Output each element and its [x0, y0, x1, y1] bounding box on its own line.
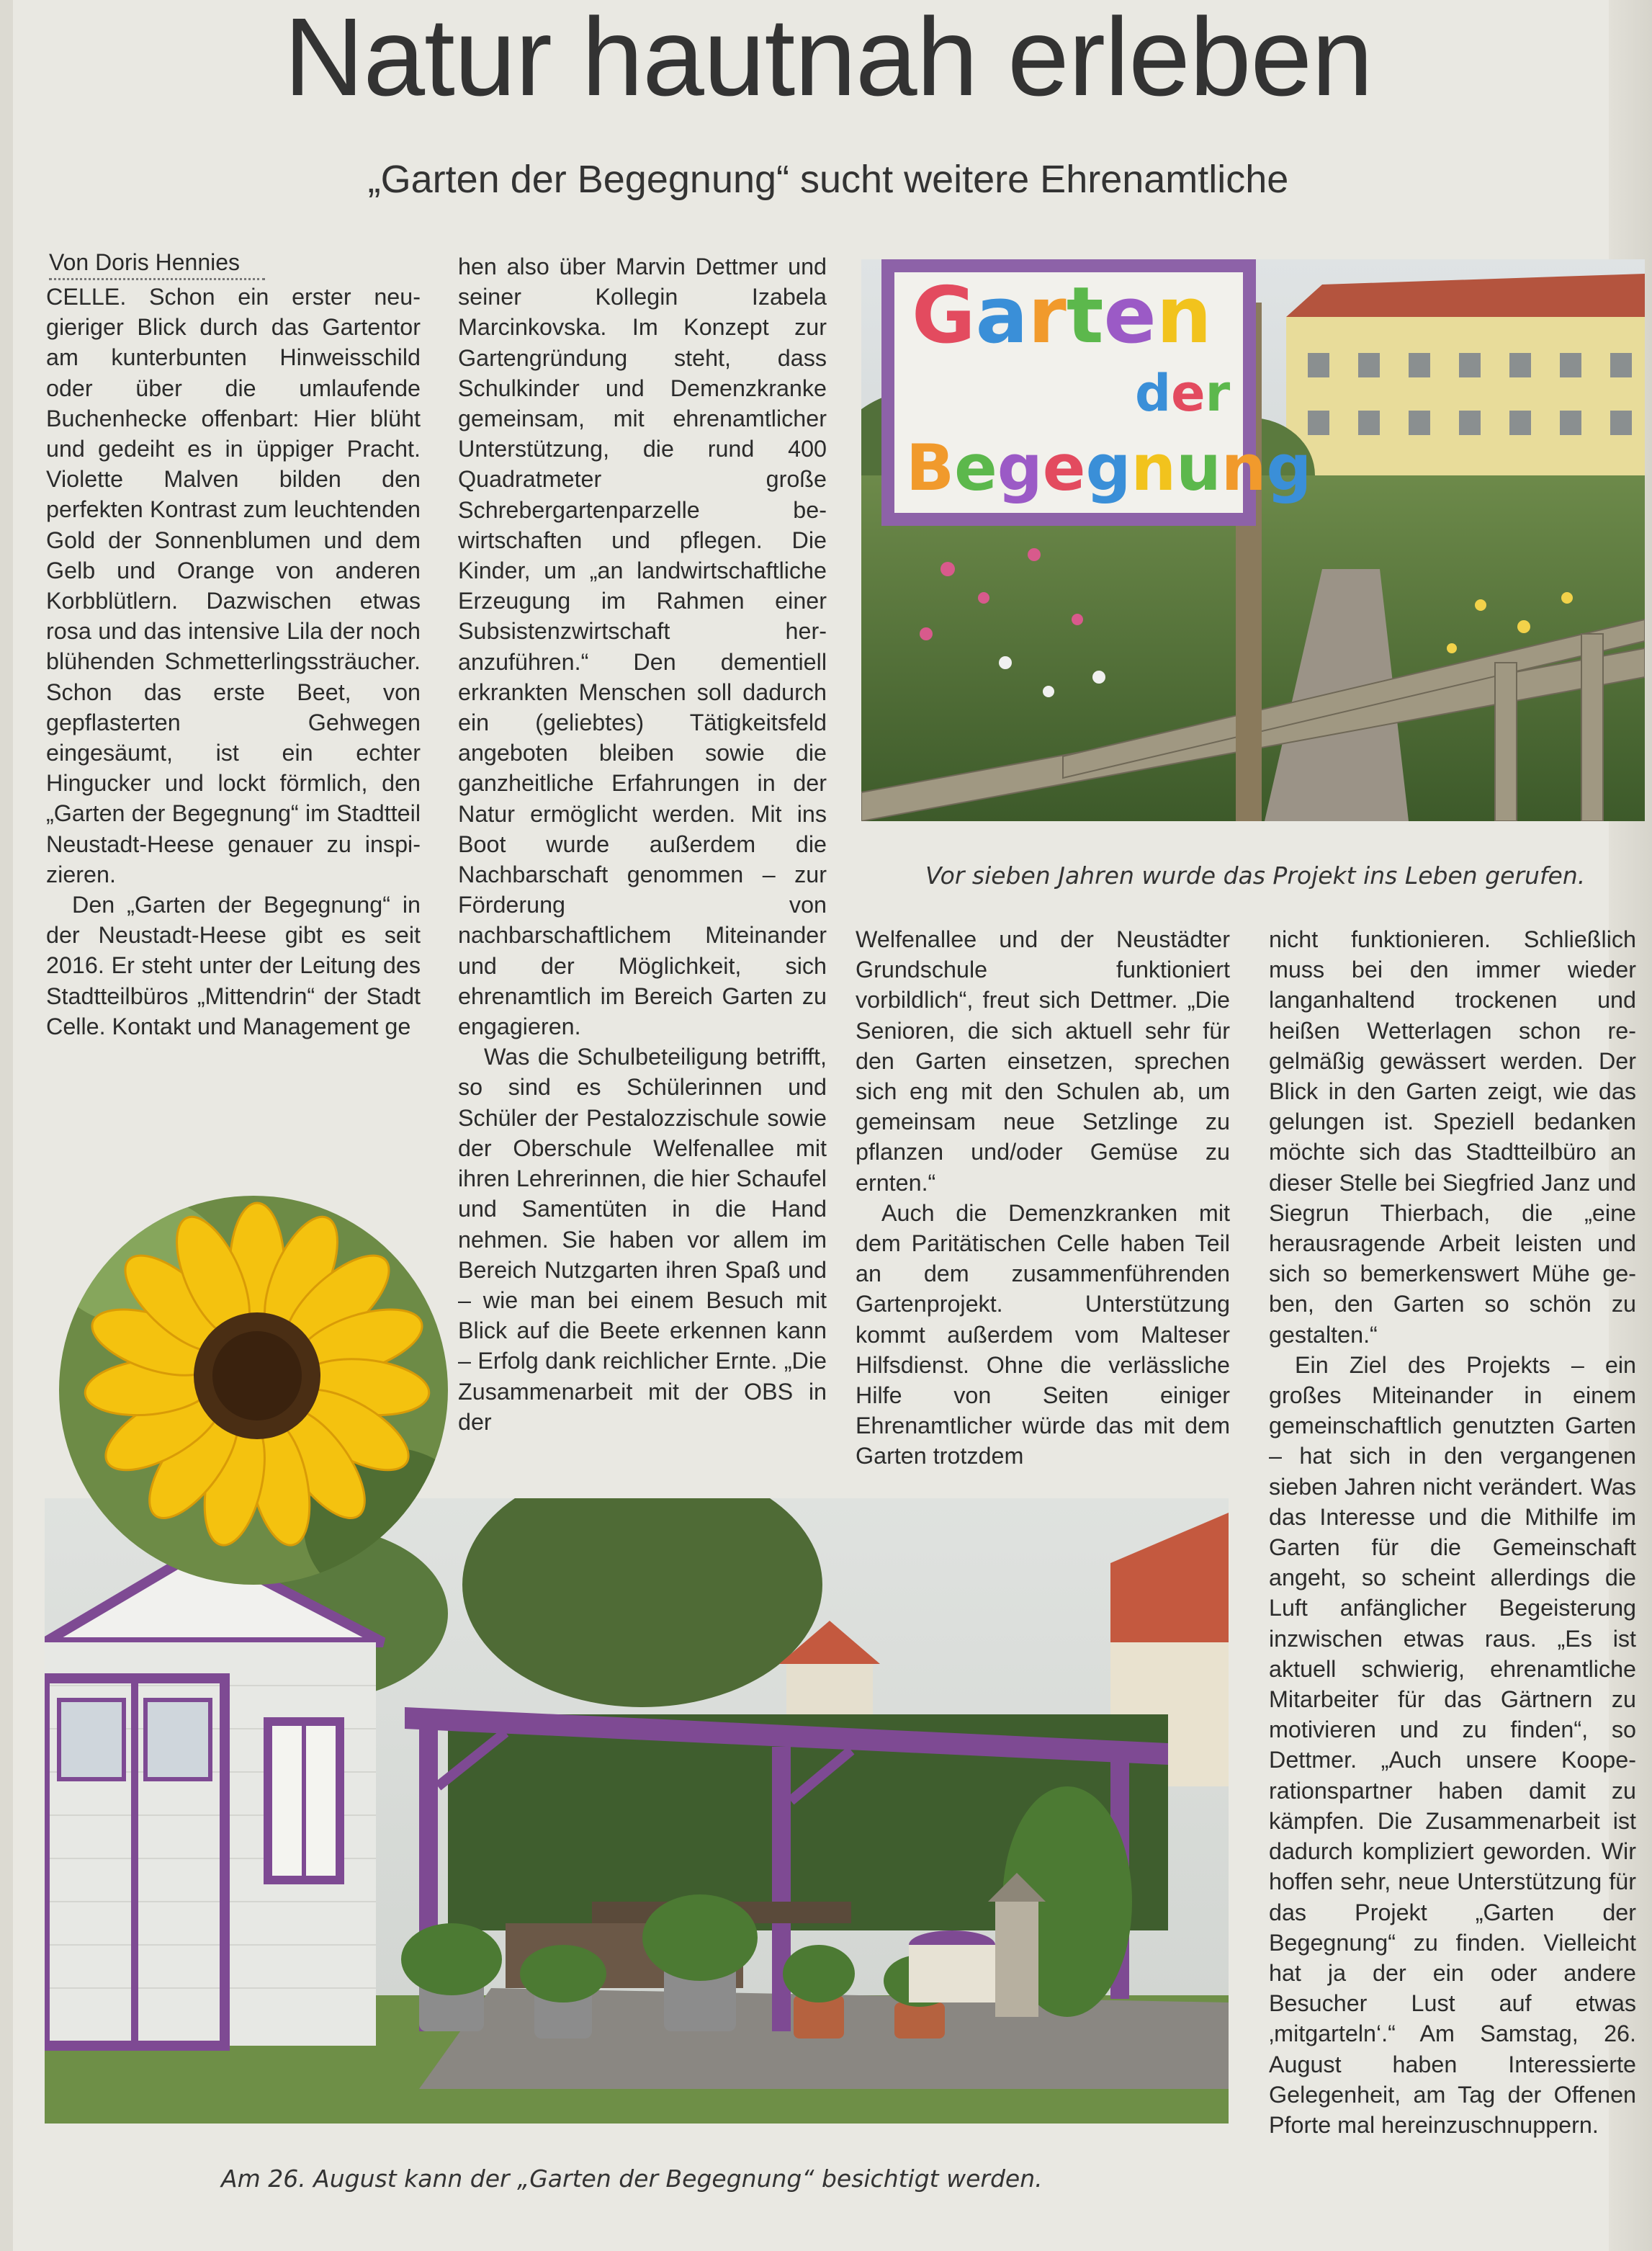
sunflower-illustration [59, 1196, 448, 1585]
article-column-3 [856, 924, 1230, 1472]
article-column-1 [46, 282, 421, 1042]
sign-letter: g [997, 431, 1043, 505]
paragraph: Auch die Demenzkranken mit dem Paritätischen Celle haben Teil an dem zusammenführenden Gartenprojekt. Unterstützung kommt außerdem vom Malteser Hilfsdienst. Ohne die verlässliche Hilfe von Seiten einiger Ehrenamtlicher würde das mit dem Garten trotzdem [856, 1199, 1230, 1469]
sign-letter: t [1066, 271, 1104, 361]
sign-word-garten [912, 271, 1212, 361]
sign-letter: n [1156, 271, 1212, 361]
paragraph: Was die Schulbeteiligung betrifft, so sind es Schülerinnen und Schüler der Pestalozzischule sowie der Oberschule Welfenallee mit ihren Lehrerinnen, die hier Schaufel und Samentüten in die Hand nehmen. Sie haben vor allem im Bereich Nutzgarten ihren Spaß und – wie man bei einem Besuch mit Blick auf die Beete erkennen kann – Erfolg dank reichlicher Ernte. „Die Zusammenarbeit mit der OBS in der [458, 1044, 827, 1435]
sign-letter: e [954, 431, 997, 505]
garden-sign-illustration [861, 259, 1645, 821]
page-edge-left [0, 0, 13, 2251]
sign-letter: g [1266, 431, 1312, 505]
sign-letter: n [1131, 431, 1177, 505]
paragraph: Ein Ziel des Projekts – ein großes Miteinander in einem gemeinschaftlich genutzten Garten – hat sich in den vergangenen sieben Jahren nicht verändert. Was das Interesse und die Mithilfe im Garten für die Gemeinschaft angeht, so scheint allerdings die Luft anfänglicher Begeisterung inzwischen etwas raus. „Es ist aktuell schwierig, ehrenamtliche Mitarbeiter für das Gärtnern zu motivieren und zu finden“, so Dettmer. „Auch unsere Kooperationspartner haben damit zu kämpfen. Die Zusammenarbeit ist dadurch kompliziert geworden. Wir hoffen sehr, neue Unterstützung für das Projekt „Garten der Begegnung“ zu finden. Vielleicht hat ja der ein oder andere Besucher Lust auf etwas ‚mitgarteln‘.“ Am Samstag, 26. August haben Interessierte Gelegenheit, am Tag der Offenen Pforte mal hereinzuschnuppern. [1269, 1351, 1636, 2138]
paragraph: Welfenallee und der Neustädter Grundschule funktioniert vorbildlich“, freut sich Dettmer. „Die Senioren, die sich aktuell sehr für den Garten einsetzen, sprechen sich eng mit den Schulen ab, um gemeinsam neue Setzlinge zu pflanzen und/oder Gemüse zu ernten.“ [856, 926, 1230, 1196]
byline: Von Doris Hennies [49, 248, 265, 280]
paragraph: Den „Garten der Begegnung“ in der Neustadt-Heese gibt es seit 2016. Er steht unter der Leitung des Stadtteilbüros „Mittendrin“ der Stadt Celle. Kontakt und Management ge [46, 892, 421, 1039]
sign-letter: d [1135, 364, 1172, 423]
headline: Natur hautnah erleben [284, 0, 1373, 119]
article-column-2 [458, 251, 827, 1437]
paragraph: CELLE. Schon ein erster neugieriger Blick durch das Gartentor am kunterbunten Hinweisschild oder über die umlaufende Buchenhecke offenbart: Hier blüht und gedeiht es in üppiger Pracht. Violette Malven bilden den perfekten Kontrast zum leuchtenden Gold der Sonnenblumen und dem Gelb und Orange von anderen Korbblütlern. Dazwischen etwas rosa und das intensive Lila der noch blühenden Schmetterlingssträucher. Schon das erste Beet, von gepflasterten Gehwegen eingesäumt, ist ein echter Hingucker und lockt förmlich, den „Garten der Begegnung“ im Stadtteil Neustadt-Heese genauer zu inspizieren. [46, 284, 421, 887]
caption-sign-photo: Vor sieben Jahren wurde das Projekt ins Leben gerufen. [925, 862, 1586, 890]
photo-sunflower [59, 1196, 448, 1585]
photo-garden-pergola [45, 1498, 1229, 2124]
sign-letter: n [1221, 431, 1267, 505]
sign-letter: r [1028, 271, 1067, 361]
sign-letter: a [975, 271, 1028, 361]
paragraph: nicht funktionieren. Schließlich muss bei den immer wieder langanhaltend trockenen und heißen Wetterlagen schon regelmäßig gewässert werden. Der Blick in den Garten zeigt, wie das gelungen ist. Speziell bedanken möchte sich das Stadtteilbüro an dieser Stelle bei Siegfried Janz und Siegrun Thierbach, die „eine herausragende Arbeit leisten und sich so bemerkenswert Mühe geben, den Garten so schön zu gestalten.“ [1269, 926, 1636, 1348]
garden-pergola-illustration [45, 1498, 1229, 2124]
sign-letter: G [912, 271, 976, 361]
sign-letter: B [906, 431, 955, 505]
sign-letter: e [1171, 364, 1206, 423]
sign-word-begegnung [906, 431, 1311, 505]
caption-garden-photo: Am 26. August kann der „Garten der Begegnung“ besichtigt werden. [221, 2165, 1043, 2193]
paragraph: hen also über Marvin Dettmer und seiner Kollegin Izabela Marcinkovska. Im Konzept zur Gartengründung steht, dass Schulkinder und Demenzkranke gemeinsam, mit ehrenamtlicher Unterstützung, die rund 400 Quadratmeter große Schrebergartenparzelle bewirtschaften und pflegen. Die Kinder, um „an landwirtschaftliche Erzeugung im Rahmen einer Subsistenzwirtschaft heranzuführen.“ Den dementiell erkrankten Menschen soll dadurch ein (geliebtes) Tätigkeitsfeld angeboten bleiben sowie die ganzheitliche Erfahrungen in der Natur ermöglicht werden. Mit ins Boot wurde außerdem die Nachbarschaft genommen – zur Förderung von nachbarschaftlichem Miteinander und der Möglichkeit, sich ehrenamtlich im Bereich Garten zu engagieren. [458, 254, 827, 1040]
article-column-4 [1269, 924, 1636, 2140]
sign-word-der [1135, 364, 1231, 423]
sign-letter: g [1085, 431, 1131, 505]
sign-letter: e [1042, 431, 1086, 505]
sign-letter: r [1205, 364, 1231, 423]
photo-garden-sign [861, 259, 1645, 821]
subheadline: „Garten der Begegnung“ sucht weitere Ehrenamtliche [367, 158, 1289, 201]
sign-letter: e [1103, 271, 1157, 361]
sign-letter: u [1176, 431, 1221, 505]
